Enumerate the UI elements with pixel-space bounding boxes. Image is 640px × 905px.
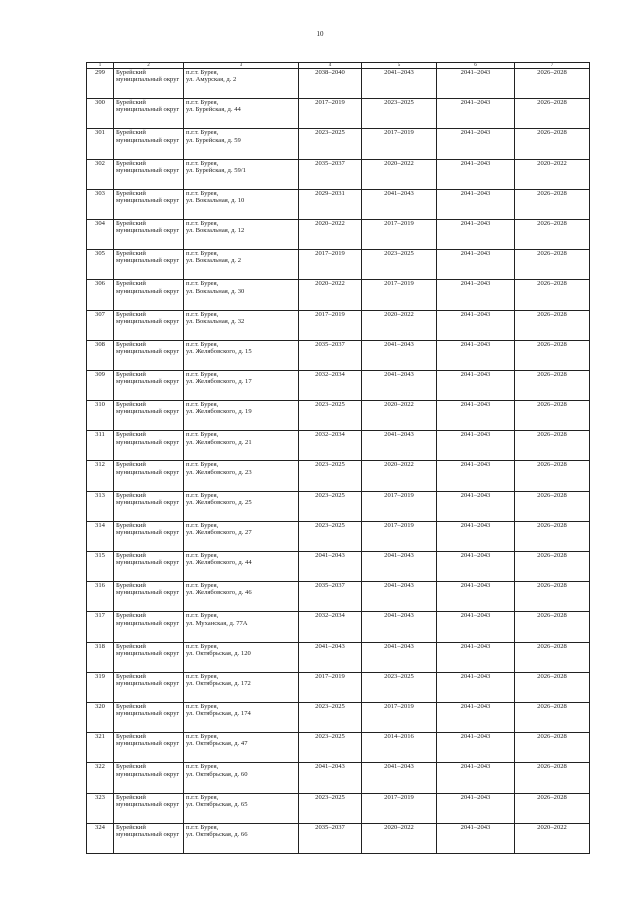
period-col5-cell: 2017–2019 xyxy=(362,280,437,310)
row-number-cell: 319 xyxy=(87,672,114,702)
municipality-cell: Бурейский муниципальный округ xyxy=(114,733,184,763)
row-number-cell: 300 xyxy=(87,99,114,129)
period-col6-cell: 2041–2043 xyxy=(437,250,515,280)
table-row xyxy=(87,582,590,612)
street-text: ул. Октябрьская, д. 172 xyxy=(186,680,251,687)
street-text: ул. Желябовского, д. 21 xyxy=(186,438,252,446)
settlement-text: п.г.т. Бурея, xyxy=(186,310,219,318)
period-col4-cell: 2038–2040 xyxy=(299,69,362,99)
street-text: ул. Вокзальная, д. 10 xyxy=(186,197,245,204)
settlement-text: п.г.т. Бурея, xyxy=(186,401,219,409)
address-cell xyxy=(184,431,299,461)
period-col7-cell: 2026–2028 xyxy=(515,461,590,491)
period-col5-cell: 2041–2043 xyxy=(362,370,437,400)
address-cell xyxy=(184,69,299,99)
period-col7-cell: 2026–2028 xyxy=(515,793,590,823)
row-number-cell: 324 xyxy=(87,823,114,853)
period-col5-cell: 2020–2022 xyxy=(362,461,437,491)
period-col5-cell: 2020–2022 xyxy=(362,823,437,853)
period-col7-cell: 2026–2028 xyxy=(515,733,590,763)
address-cell xyxy=(184,642,299,672)
period-col6-cell: 2041–2043 xyxy=(437,129,515,159)
period-col7-cell: 2020–2022 xyxy=(515,823,590,853)
settlement-text: п.г.т. Бурея, xyxy=(186,642,219,650)
period-col7-cell: 2026–2028 xyxy=(515,431,590,461)
period-col5-cell: 2017–2019 xyxy=(362,793,437,823)
municipality-cell: Бурейский муниципальный округ xyxy=(114,642,184,672)
period-col6-cell: 2041–2043 xyxy=(437,401,515,431)
period-col7-cell: 2026–2028 xyxy=(515,401,590,431)
period-col4-cell: 2017–2019 xyxy=(299,310,362,340)
street-text: ул. Амурская, д. 2 xyxy=(186,76,237,84)
period-col4-cell: 2017–2019 xyxy=(299,250,362,280)
period-col6-cell: 2041–2043 xyxy=(437,280,515,310)
period-col6-cell: 2041–2043 xyxy=(437,521,515,551)
street-text: ул. Октябрьская, д. 60 xyxy=(186,770,248,778)
municipality-cell: Бурейский муниципальный округ xyxy=(114,672,184,702)
row-number-cell: 318 xyxy=(87,642,114,672)
period-col5-cell: 2041–2043 xyxy=(362,431,437,461)
period-col7-cell: 2026–2028 xyxy=(515,250,590,280)
table-row xyxy=(87,370,590,400)
street-text: ул. Желябовского, д. 23 xyxy=(186,468,252,476)
municipality-cell: Бурейский муниципальный округ xyxy=(114,69,184,99)
period-col6-cell: 2041–2043 xyxy=(437,702,515,732)
row-number-cell: 308 xyxy=(87,340,114,370)
period-col4-cell: 2032–2034 xyxy=(299,370,362,400)
period-col4-cell: 2035–2037 xyxy=(299,823,362,853)
row-number-cell: 304 xyxy=(87,219,114,249)
row-number-cell: 315 xyxy=(87,552,114,582)
settlement-text: п.г.т. Бурея, xyxy=(186,219,219,227)
address-cell xyxy=(184,280,299,310)
period-col5-cell: 2020–2022 xyxy=(362,401,437,431)
row-number-cell: 299 xyxy=(87,69,114,99)
period-col7-cell: 2026–2028 xyxy=(515,672,590,702)
municipality-cell: Бурейский муниципальный округ xyxy=(114,612,184,642)
settlement-text: п.г.т. Бурея, xyxy=(186,702,219,710)
municipality-cell: Бурейский муниципальный округ xyxy=(114,219,184,249)
row-number-cell: 302 xyxy=(87,159,114,189)
row-number-cell: 303 xyxy=(87,189,114,219)
municipality-cell: Бурейский муниципальный округ xyxy=(114,491,184,521)
row-number-cell: 312 xyxy=(87,461,114,491)
period-col5-cell: 2041–2043 xyxy=(362,642,437,672)
table-row xyxy=(87,219,590,249)
period-col4-cell: 2035–2037 xyxy=(299,582,362,612)
table-row xyxy=(87,702,590,732)
period-col6-cell: 2041–2043 xyxy=(437,582,515,612)
period-col4-cell: 2017–2019 xyxy=(299,672,362,702)
address-cell xyxy=(184,823,299,853)
street-text: ул. Желябовского, д. 19 xyxy=(186,408,252,416)
table-body xyxy=(87,69,590,854)
settlement-text: п.г.т. Бурея, xyxy=(186,159,219,167)
period-col7-cell: 2026–2028 xyxy=(515,763,590,793)
municipality-cell: Бурейский муниципальный округ xyxy=(114,461,184,491)
street-text: ул. Вокзальная, д. 30 xyxy=(186,287,245,295)
period-col5-cell: 2041–2043 xyxy=(362,612,437,642)
period-col5-cell: 2041–2043 xyxy=(362,189,437,219)
period-col7-cell: 2026–2028 xyxy=(515,491,590,521)
address-cell xyxy=(184,129,299,159)
period-col6-cell: 2041–2043 xyxy=(437,340,515,370)
period-col5-cell: 2017–2019 xyxy=(362,129,437,159)
street-text: ул. Вокзальная, д. 2 xyxy=(186,257,242,265)
row-number-cell: 314 xyxy=(87,521,114,551)
period-col4-cell: 2041–2043 xyxy=(299,552,362,582)
street-text: ул. Бурейская, д. 59/1 xyxy=(186,166,246,174)
period-col4-cell: 2035–2037 xyxy=(299,340,362,370)
table-row xyxy=(87,401,590,431)
address-cell xyxy=(184,189,299,219)
settlement-text: п.г.т. Бурея, xyxy=(186,461,219,469)
street-text: ул. Муханская, д. 77А xyxy=(186,619,248,627)
settlement-text: п.г.т. Бурея, xyxy=(186,793,219,801)
period-col4-cell: 2023–2025 xyxy=(299,491,362,521)
municipality-cell: Бурейский муниципальный округ xyxy=(114,250,184,280)
municipality-cell: Бурейский муниципальный округ xyxy=(114,401,184,431)
settlement-text: п.г.т. Бурея, xyxy=(186,612,219,620)
street-text: ул. Бурейская, д. 59 xyxy=(186,136,241,144)
street-text: ул. Бурейская, д. 44 xyxy=(186,106,241,114)
page-number: 10 xyxy=(316,30,324,38)
row-number-cell: 306 xyxy=(87,280,114,310)
address-cell xyxy=(184,250,299,280)
period-col6-cell: 2041–2043 xyxy=(437,431,515,461)
settlement-text: п.г.т. Бурея, xyxy=(186,823,219,831)
table-row xyxy=(87,733,590,763)
period-col6-cell: 2041–2043 xyxy=(437,793,515,823)
column-header: 2 xyxy=(114,63,184,69)
period-col5-cell: 2041–2043 xyxy=(362,69,437,99)
municipality-cell: Бурейский муниципальный округ xyxy=(114,159,184,189)
street-text: ул. Вокзальная, д. 12 xyxy=(186,227,245,235)
period-col5-cell: 2014–2016 xyxy=(362,733,437,763)
address-cell xyxy=(184,672,299,702)
settlement-text: п.г.т. Бурея, xyxy=(186,250,219,258)
period-col7-cell: 2026–2028 xyxy=(515,642,590,672)
period-col4-cell: 2041–2043 xyxy=(299,642,362,672)
table-row xyxy=(87,99,590,129)
table-row xyxy=(87,310,590,340)
street-text: ул. Желябовского, д. 25 xyxy=(186,498,252,506)
column-header: 6 xyxy=(437,63,515,69)
row-number-cell: 309 xyxy=(87,370,114,400)
period-col7-cell: 2026–2028 xyxy=(515,189,590,219)
column-header: 4 xyxy=(299,63,362,69)
address-cell xyxy=(184,793,299,823)
period-col4-cell: 2023–2025 xyxy=(299,521,362,551)
settlement-text: п.г.т. Бурея, xyxy=(186,672,219,680)
row-number-cell: 310 xyxy=(87,401,114,431)
address-cell xyxy=(184,521,299,551)
period-col7-cell: 2020–2022 xyxy=(515,159,590,189)
municipality-cell: Бурейский муниципальный округ xyxy=(114,280,184,310)
row-number-cell: 322 xyxy=(87,763,114,793)
period-col5-cell: 2023–2025 xyxy=(362,99,437,129)
period-col7-cell: 2026–2028 xyxy=(515,129,590,159)
table-row xyxy=(87,159,590,189)
column-header: 7 xyxy=(515,63,590,69)
period-col5-cell: 2041–2043 xyxy=(362,552,437,582)
period-col4-cell: 2023–2025 xyxy=(299,401,362,431)
table-row xyxy=(87,672,590,702)
period-col7-cell: 2026–2028 xyxy=(515,310,590,340)
table-row xyxy=(87,521,590,551)
settlement-text: п.г.т. Бурея, xyxy=(186,521,219,529)
settlement-text: п.г.т. Бурея, xyxy=(186,763,219,771)
period-col6-cell: 2041–2043 xyxy=(437,552,515,582)
municipality-cell: Бурейский муниципальный округ xyxy=(114,431,184,461)
municipality-cell: Бурейский муниципальный округ xyxy=(114,582,184,612)
period-col7-cell: 2026–2028 xyxy=(515,521,590,551)
settlement-text: п.г.т. Бурея, xyxy=(186,491,219,499)
table-row xyxy=(87,280,590,310)
municipality-cell: Бурейский муниципальный округ xyxy=(114,702,184,732)
address-cell xyxy=(184,612,299,642)
address-cell xyxy=(184,702,299,732)
address-cell xyxy=(184,461,299,491)
period-col4-cell: 2029–2031 xyxy=(299,189,362,219)
period-col6-cell: 2041–2043 xyxy=(437,823,515,853)
address-cell xyxy=(184,370,299,400)
row-number-cell: 313 xyxy=(87,491,114,521)
table-row xyxy=(87,250,590,280)
table-row xyxy=(87,340,590,370)
settlement-text: п.г.т. Бурея, xyxy=(186,280,219,288)
period-col7-cell: 2026–2028 xyxy=(515,552,590,582)
period-col6-cell: 2041–2043 xyxy=(437,612,515,642)
period-col7-cell: 2026–2028 xyxy=(515,340,590,370)
street-text: ул. Вокзальная, д. 32 xyxy=(186,317,245,325)
settlement-text: п.г.т. Бурея, xyxy=(186,189,219,197)
settlement-text: п.г.т. Бурея, xyxy=(186,582,219,590)
settlement-text: п.г.т. Бурея, xyxy=(186,733,219,741)
table-row xyxy=(87,189,590,219)
period-col7-cell: 2026–2028 xyxy=(515,702,590,732)
address-cell xyxy=(184,552,299,582)
period-col4-cell: 2023–2025 xyxy=(299,793,362,823)
table-row xyxy=(87,823,590,853)
period-col5-cell: 2023–2025 xyxy=(362,672,437,702)
street-text: ул. Желябовского, д. 44 xyxy=(186,559,252,567)
municipality-cell: Бурейский муниципальный округ xyxy=(114,793,184,823)
period-col4-cell: 2023–2025 xyxy=(299,129,362,159)
settlement-text: п.г.т. Бурея, xyxy=(186,69,219,76)
table-row xyxy=(87,69,590,99)
period-col6-cell: 2041–2043 xyxy=(437,99,515,129)
period-col7-cell: 2026–2028 xyxy=(515,69,590,99)
period-col5-cell: 2041–2043 xyxy=(362,340,437,370)
period-col4-cell: 2017–2019 xyxy=(299,99,362,129)
table-row xyxy=(87,491,590,521)
street-text: ул. Желябовского, д. 27 xyxy=(186,529,252,537)
period-col6-cell: 2041–2043 xyxy=(437,370,515,400)
column-header: 3 xyxy=(184,63,299,69)
row-number-cell: 323 xyxy=(87,793,114,823)
period-col4-cell: 2023–2025 xyxy=(299,461,362,491)
row-number-cell: 305 xyxy=(87,250,114,280)
municipality-cell: Бурейский муниципальный округ xyxy=(114,310,184,340)
table-row xyxy=(87,461,590,491)
period-col6-cell: 2041–2043 xyxy=(437,189,515,219)
street-text: ул. Октябрьская, д. 47 xyxy=(186,740,248,748)
period-col5-cell: 2041–2043 xyxy=(362,763,437,793)
municipality-cell: Бурейский муниципальный округ xyxy=(114,521,184,551)
municipality-cell: Бурейский муниципальный округ xyxy=(114,370,184,400)
period-col4-cell: 2032–2034 xyxy=(299,431,362,461)
period-col6-cell: 2041–2043 xyxy=(437,672,515,702)
address-cell xyxy=(184,99,299,129)
period-col6-cell: 2041–2043 xyxy=(437,491,515,521)
period-col7-cell: 2026–2028 xyxy=(515,582,590,612)
period-col7-cell: 2026–2028 xyxy=(515,370,590,400)
column-header: 1 xyxy=(87,63,114,69)
settlement-text: п.г.т. Бурея, xyxy=(186,129,219,137)
settlement-text: п.г.т. Бурея, xyxy=(186,340,219,348)
address-cell xyxy=(184,763,299,793)
municipality-cell: Бурейский муниципальный округ xyxy=(114,823,184,853)
municipality-cell: Бурейский муниципальный округ xyxy=(114,189,184,219)
period-col6-cell: 2041–2043 xyxy=(437,642,515,672)
address-cell xyxy=(184,310,299,340)
table-row xyxy=(87,431,590,461)
table-row xyxy=(87,793,590,823)
period-col6-cell: 2041–2043 xyxy=(437,159,515,189)
period-col6-cell: 2041–2043 xyxy=(437,219,515,249)
municipality-cell: Бурейский муниципальный округ xyxy=(114,552,184,582)
period-col7-cell: 2026–2028 xyxy=(515,219,590,249)
settlement-text: п.г.т. Бурея, xyxy=(186,552,219,559)
street-text: ул. Октябрьская, д. 174 xyxy=(186,710,251,718)
municipality-cell: Бурейский муниципальный округ xyxy=(114,340,184,370)
period-col7-cell: 2026–2028 xyxy=(515,280,590,310)
period-col5-cell: 2017–2019 xyxy=(362,491,437,521)
street-text: ул. Желябовского, д. 17 xyxy=(186,378,252,386)
table-row xyxy=(87,552,590,582)
period-col5-cell: 2023–2025 xyxy=(362,250,437,280)
period-col6-cell: 2041–2043 xyxy=(437,763,515,793)
period-col4-cell: 2032–2034 xyxy=(299,612,362,642)
settlement-text: п.г.т. Бурея, xyxy=(186,431,219,439)
registry-table xyxy=(86,62,590,854)
street-text: ул. Октябрьская, д. 120 xyxy=(186,649,251,657)
period-col6-cell: 2041–2043 xyxy=(437,310,515,340)
period-col5-cell: 2017–2019 xyxy=(362,521,437,551)
period-col5-cell: 2020–2022 xyxy=(362,310,437,340)
municipality-cell: Бурейский муниципальный округ xyxy=(114,99,184,129)
row-number-cell: 316 xyxy=(87,582,114,612)
period-col7-cell: 2026–2028 xyxy=(515,612,590,642)
period-col4-cell: 2023–2025 xyxy=(299,702,362,732)
street-text: ул. Желябовского, д. 46 xyxy=(186,589,252,597)
row-number-cell: 301 xyxy=(87,129,114,159)
period-col4-cell: 2023–2025 xyxy=(299,733,362,763)
table-row xyxy=(87,129,590,159)
row-number-cell: 307 xyxy=(87,310,114,340)
row-number-cell: 321 xyxy=(87,733,114,763)
period-col6-cell: 2041–2043 xyxy=(437,461,515,491)
municipality-cell: Бурейский муниципальный округ xyxy=(114,763,184,793)
period-col5-cell: 2041–2043 xyxy=(362,582,437,612)
column-header: 5 xyxy=(362,63,437,69)
period-col6-cell: 2041–2043 xyxy=(437,733,515,763)
address-cell xyxy=(184,582,299,612)
municipality-cell: Бурейский муниципальный округ xyxy=(114,129,184,159)
period-col5-cell: 2020–2022 xyxy=(362,159,437,189)
period-col4-cell: 2035–2037 xyxy=(299,159,362,189)
row-number-cell: 320 xyxy=(87,702,114,732)
table-row xyxy=(87,642,590,672)
table-row xyxy=(87,612,590,642)
table-row xyxy=(87,763,590,793)
address-cell xyxy=(184,340,299,370)
address-cell xyxy=(184,733,299,763)
period-col6-cell: 2041–2043 xyxy=(437,69,515,99)
address-cell xyxy=(184,219,299,249)
address-cell xyxy=(184,159,299,189)
period-col4-cell: 2041–2043 xyxy=(299,763,362,793)
settlement-text: п.г.т. Бурея, xyxy=(186,99,219,107)
street-text: ул. Октябрьская, д. 65 xyxy=(186,800,248,808)
row-number-cell: 311 xyxy=(87,431,114,461)
address-cell xyxy=(184,401,299,431)
period-col4-cell: 2020–2022 xyxy=(299,280,362,310)
period-col5-cell: 2017–2019 xyxy=(362,219,437,249)
period-col4-cell: 2020–2022 xyxy=(299,219,362,249)
street-text: ул. Октябрьская, д. 66 xyxy=(186,830,248,838)
street-text: ул. Желябовского, д. 15 xyxy=(186,347,252,355)
address-cell xyxy=(184,491,299,521)
period-col5-cell: 2017–2019 xyxy=(362,702,437,732)
period-col7-cell: 2026–2028 xyxy=(515,99,590,129)
settlement-text: п.г.т. Бурея, xyxy=(186,370,219,378)
row-number-cell: 317 xyxy=(87,612,114,642)
